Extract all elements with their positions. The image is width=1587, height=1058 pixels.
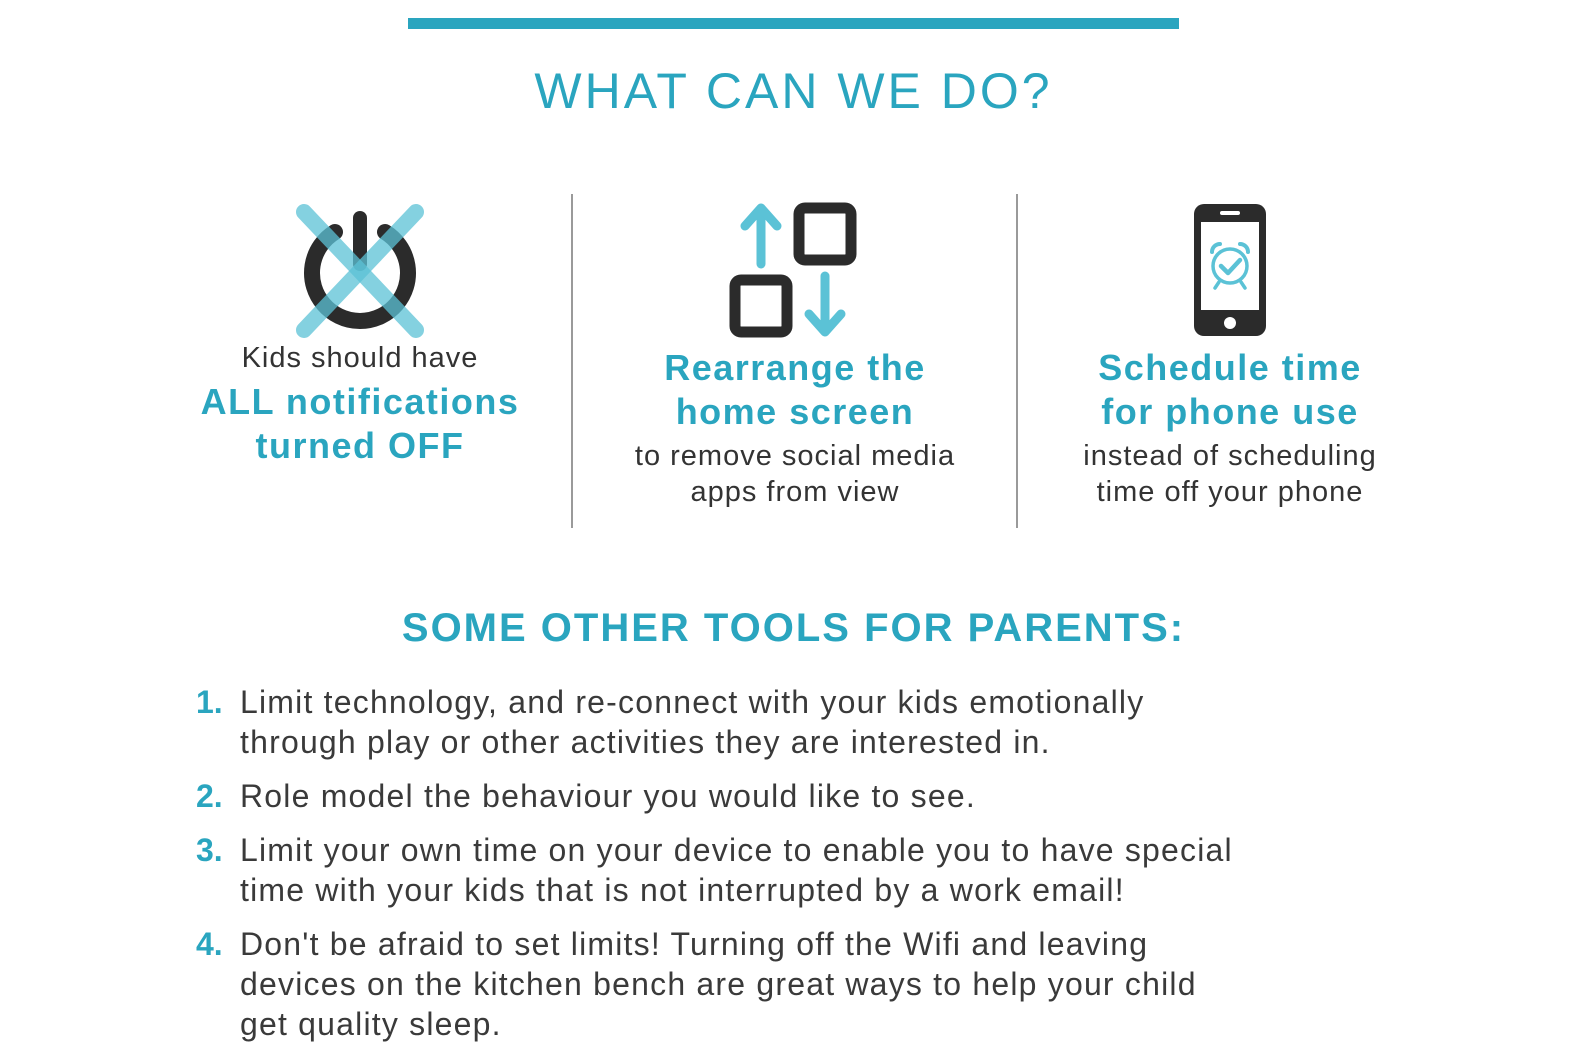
list-item-text <box>240 776 1426 816</box>
tip-detail-line2: apps from view <box>690 476 900 508</box>
list-item-number: 1. <box>196 684 223 720</box>
tip-detail-line1: instead of scheduling <box>1083 440 1377 472</box>
tip-highlight-line2: home screen <box>675 391 915 432</box>
column-divider-1 <box>571 194 573 528</box>
tip-highlight-line2: turned OFF <box>255 425 465 466</box>
list-item-line: time with your kids that is not interrupted by a work email! <box>240 872 1125 908</box>
list-item-line: get quality sleep. <box>240 1006 502 1042</box>
page-title: WHAT CAN WE DO? <box>534 63 1053 119</box>
tip-highlight-line1: Schedule time <box>1098 347 1362 388</box>
tip-intro-text: Kids should have <box>241 342 479 374</box>
tip-highlight-line1: Rearrange the <box>664 347 926 388</box>
tip-schedule-phone-use <box>1030 190 1430 520</box>
list-item <box>196 682 1426 762</box>
tip-highlight-line2: for phone use <box>1101 391 1359 432</box>
tip-highlight-line1: ALL notifications <box>200 381 520 422</box>
tools-section-title: SOME OTHER TOOLS FOR PARENTS: <box>401 606 1186 650</box>
power-off-crossed-icon <box>290 200 430 340</box>
list-item-text <box>240 924 1426 1044</box>
list-item-line: Don't be afraid to set limits! Turning off the Wifi and leaving <box>240 926 1149 962</box>
list-item-line: Role model the behaviour you would like to see. <box>240 778 976 814</box>
list-item-number: 2. <box>196 778 223 814</box>
list-item-text <box>240 682 1426 762</box>
list-item-number: 4. <box>196 926 223 962</box>
column-divider-2 <box>1016 194 1018 528</box>
list-item-line: through play or other activities they are interested in. <box>240 724 1051 760</box>
list-item-line: Limit your own time on your device to enable you to have special <box>240 832 1233 868</box>
list-item <box>196 776 1426 816</box>
list-item-line: devices on the kitchen bench are great ways to help your child <box>240 966 1197 1002</box>
tip-rearrange-home-screen <box>595 190 995 520</box>
list-item <box>196 830 1426 910</box>
tools-list <box>196 682 1426 1058</box>
tip-notifications-off <box>170 190 550 490</box>
list-item-line: Limit technology, and re-connect with your kids emotionally <box>240 684 1145 720</box>
phone-alarm-icon <box>1190 200 1270 340</box>
tip-detail-line1: to remove social media <box>634 440 956 472</box>
list-item-number: 3. <box>196 832 223 868</box>
list-item-text <box>240 830 1426 910</box>
top-accent-bar <box>408 18 1179 29</box>
list-item <box>196 924 1426 1044</box>
tip-detail-line2: time off your phone <box>1096 476 1364 508</box>
rearrange-icon <box>725 200 865 340</box>
